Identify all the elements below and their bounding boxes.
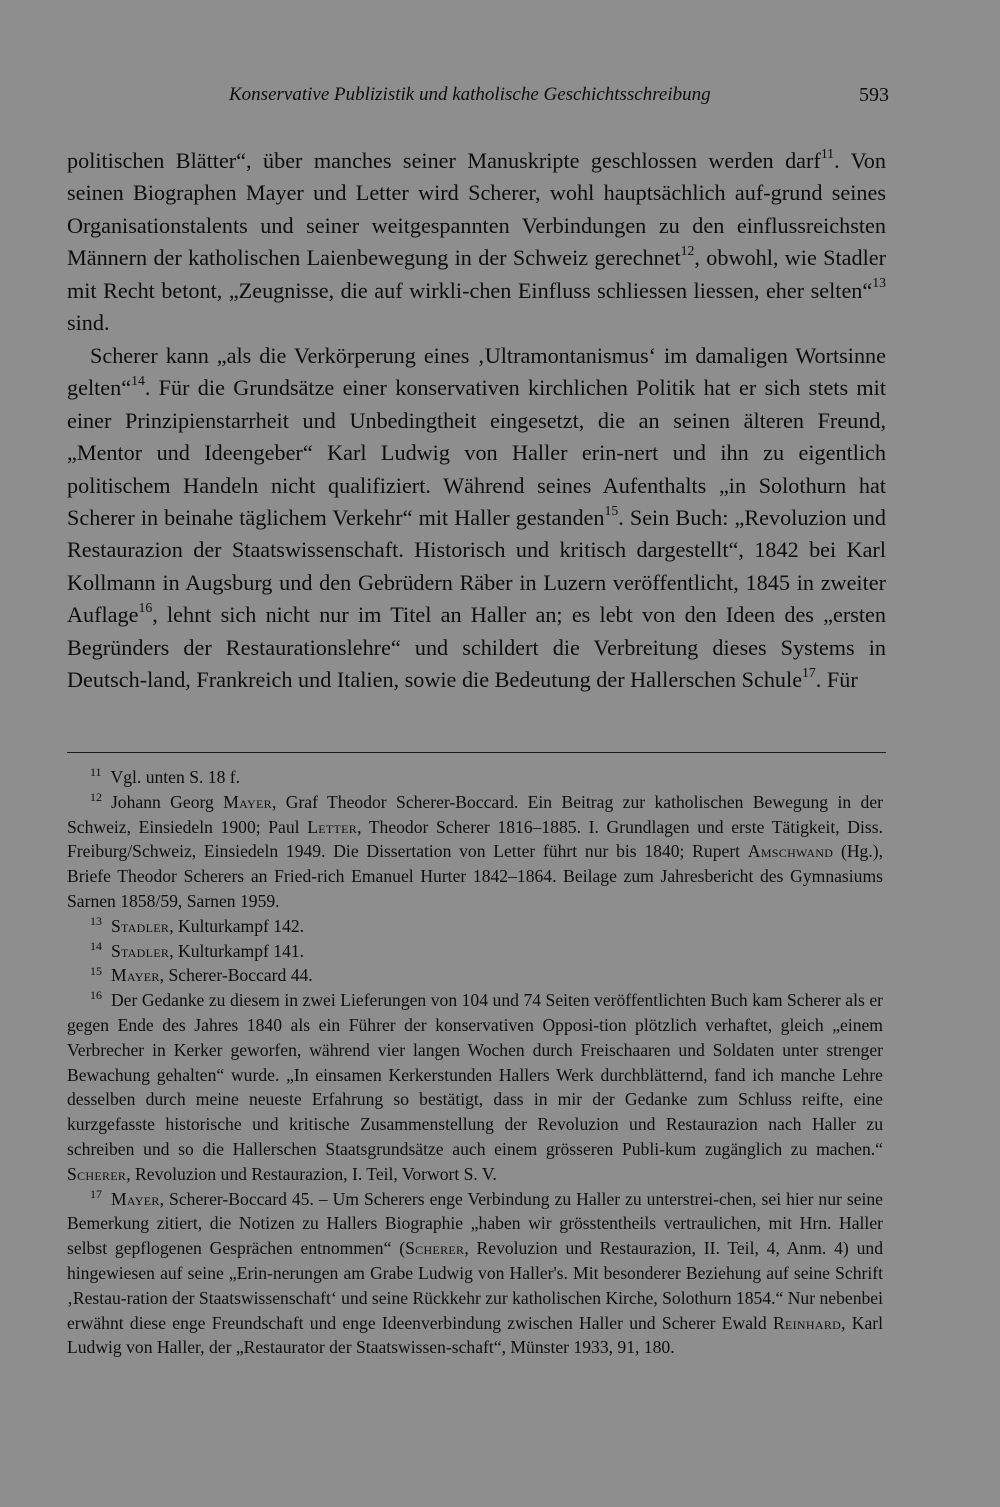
footnote-ref-11: 11 — [820, 145, 835, 161]
footnote-number: 13 — [90, 913, 102, 928]
author-name: Scherer — [67, 1163, 127, 1184]
footnote-13: $^{13}$ Stadler, Kulturkampf 142. — [90, 913, 305, 936]
author-name: Scherer — [405, 1238, 465, 1259]
footnote-14: $^{14}$ Stadler, Kulturkampf 141. — [90, 938, 305, 961]
footnote-number: 12 — [90, 789, 102, 804]
footnote-ref-15: 15 — [604, 502, 619, 518]
paragraph-1: politischen Blätter“, über manches seiner Manuskripte geschlossen werden darf$^{11}$. Von seinen Biographen Mayer und Letter wird Scherer, wohl hauptsächlich auf-grund seines Organisationstalents und seiner weitgespannten Verbindungen zu den einflussreichsten Männern der katholischen Laienbewegung in der Schweiz gerechnet$^{12}$, obwohl, wie Stadler mit Recht betont, „Zeugnisse, die auf wirkli-chen Einfluss schliessen liessen, eher selten“$^{13}$ sind. — [67, 145, 886, 336]
page-header — [229, 84, 889, 114]
footnote-number: 16 — [90, 988, 102, 1003]
footnote-separator — [67, 752, 886, 753]
author-name: Mayer — [110, 1188, 160, 1209]
footnote-number: 15 — [90, 963, 102, 978]
running-title: Konservative Publizistik und katholische Geschichtsschreibung — [229, 84, 711, 105]
author-name: Letter — [307, 816, 358, 837]
author-name: Amschwand — [747, 841, 834, 862]
footnote-15: $^{15}$ Mayer, Scherer-Boccard 44. — [90, 963, 313, 986]
footnote-ref-16: 16 — [138, 599, 153, 615]
footnote-number: 11 — [90, 765, 102, 780]
footnote-ref-14: 14 — [131, 372, 145, 388]
footnotes — [67, 765, 883, 1360]
paragraph-2: Scherer kann „als die Verkörperung eines ‚Ultramontanismus‘ im damaligen Wortsinne gelten“$^{14}$. Für die Grundsätze einer konservativen kirchlichen Politik hat er sich stets mit einer Prinzipienstarrheit und Unbedingtheit eingesetzt, die an seinen älteren Freund, „Mentor und Ideengeber“ Karl Ludwig von Haller erin-nert und ihn zu eigentlich politischem Handeln nicht qualifiziert. Während seines Aufenthalts „in Solothurn hat Scherer in beinahe täglichem Verkehr“ mit Haller gestanden$^{15}$. Sein Buch: „Revoluzion und Restaurazion der Staatswissenschaft. Historisch und kritisch dargestellt“, 1842 bei Karl Kollmann in Augsburg und den Gebrüdern Räber in Luzern veröffentlicht, 1845 in zweiter Auflage$^{16}$, lehnt sich nicht nur im Titel an Haller an; es lebt von den Ideen des „ersten Begründers der Restaurationslehre“ und schildert die Verbreitung dieses Systems in Deutsch-land, Frankreich und Italien, sowie die Bedeutung der Hallerschen Schule$^{17}$. Für — [67, 342, 886, 693]
page-number: 593 — [859, 84, 889, 106]
footnote-number: 17 — [90, 1186, 102, 1201]
footnote-ref-12: 12 — [680, 242, 695, 258]
footnote-12: $^{12}$ Johann Georg Mayer, Graf Theodor Scherer-Boccard. Ein Beitrag zur katholischen Bewegung in der Schweiz, Einsiedeln 1900; Paul Letter, Theodor Scherer 1816–1885. I. Grundlagen und erste Tätigkeit, Diss. Freiburg/Schweiz, Einsiedeln 1949. Die Dissertation von Letter führt nur bis 1840; Rupert Amschwand (Hg.), Briefe Theodor Scherers an Fried-rich Emanuel Hurter 1842–1864. Beilage zum Jahresbericht des Gymnasiums Sarnen 1858/59, Sarnen 1959. — [67, 789, 883, 911]
footnote-ref-17: 17 — [802, 664, 816, 680]
footnote-number: 14 — [90, 938, 102, 953]
footnote-17: $^{17}$ Mayer, Scherer-Boccard 45. – Um Scherers enge Verbindung zu Haller zu unterstrei-chen, sei hier nur seine Bemerkung zitiert, die Notizen zu Hallers Biographie „haben wir grösstentheils vertraulichen, mit Hrn. Haller selbst gepflogenen Gesprächen entnommen“ (Scherer, Revoluzion und Restaurazion, II. Teil, 4, Anm. 4) und hingewiesen auf seine „Erin-nerungen am Grabe Ludwig von Haller's. Mit besonderer Beziehung auf seine Schrift ‚Restau-ration der Staatswissenschaft‘ und seine Rückkehr zur katholischen Kirche, Solothurn 1854.“ Nur nebenbei erwähnt diese enge Freundschaft und enge Ideenverbindung zwischen Haller und Scherer Ewald Reinhard, Karl Ludwig von Haller, der „Restaurator der Staatswissen-schaft“, Münster 1933, 91, 180. — [67, 1186, 884, 1358]
footnote-16: $^{16}$ Der Gedanke zu diesem in zwei Lieferungen von 104 und 74 Seiten veröffentlichten Buch kam Scherer als er gegen Ende des Jahres 1840 als ein Führer der konservativen Opposi-tion plötzlich verhaftet, gleich „einem Verbrecher in Kerker geworfen, während vier langen Wochen durch Freischaaren und Soldaten unter strenger Bewachung gehalten“ wurde. „In einsamen Kerkerstunden Hallers Werk durchblätternd, fand ich manche Lehre desselben durch meine neueste Erfahrung so bestätigt, dass in mir der Gedanke zum Schluss reifte, eine kurzgefasste historische und kritische Zusammenstellung der Revoluzion und Restaurazion nach Haller zu schreiben und so die Hallerschen Staatsgrundsätze auch einem grösseren Publi-kum zugänglich zu machen.“ Scherer, Revoluzion und Restaurazion, I. Teil, Vorwort S. V. — [67, 988, 883, 1184]
footnote-ref-13: 13 — [872, 275, 886, 291]
main-text — [67, 145, 886, 697]
footnote-11: $^{11}$ Vgl. unten S. 18 f. — [90, 765, 241, 787]
author-name: Reinhard — [772, 1312, 842, 1333]
author-name: Stadler — [110, 940, 170, 961]
author-name: Stadler — [110, 915, 170, 936]
author-name: Mayer — [223, 791, 272, 812]
author-name: Mayer — [110, 965, 160, 986]
